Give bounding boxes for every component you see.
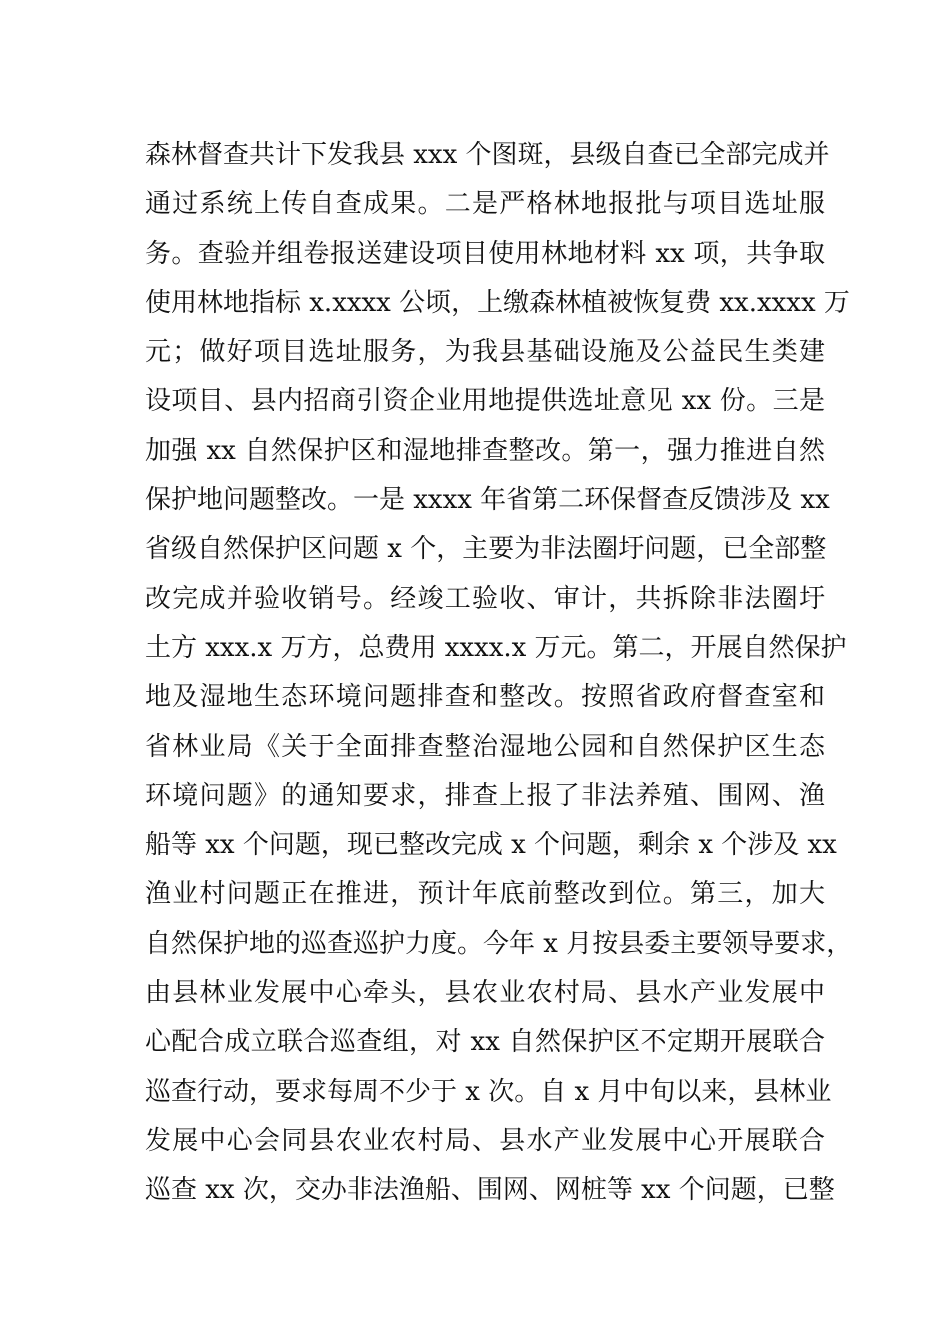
text-line-16: 渔业村问题正在推进，预计年底前整改到位。第三，加大 (145, 879, 825, 910)
text-line-4: 使用林地指标 x.xxxx 公顷，上缴森林植被恢复费 xx.xxxx 万 (145, 287, 850, 318)
text-line-7: 加强 xx 自然保护区和湿地排查整改。第一，强力推进自然 (145, 435, 825, 466)
text-line-11: 土方 xxx.x 万方，总费用 xxxx.x 万元。第二，开展自然保护 (145, 632, 847, 663)
text-line-18: 由县林业发展中心牵头，县农业农村局、县水产业发展中 (145, 978, 825, 1009)
text-line-5: 元；做好项目选址服务，为我县基础设施及公益民生类建 (145, 337, 825, 368)
text-line-17: 自然保护地的巡查巡护力度。今年 x 月按县委主要领导要求， (145, 928, 853, 959)
text-line-21: 发展中心会同县农业农村局、县水产业发展中心开展联合 (145, 1125, 825, 1156)
text-line-15: 船等 xx 个问题，现已整改完成 x 个问题，剩余 x 个涉及 xx (145, 830, 837, 861)
text-line-13: 省林业局《关于全面排查整治湿地公园和自然保护区生态 (145, 731, 825, 762)
text-line-8: 保护地问题整改。一是 xxxx 年省第二环保督查反馈涉及 xx (145, 485, 830, 516)
text-line-14: 环境问题》的通知要求，排查上报了非法养殖、围网、渔 (145, 780, 825, 811)
text-line-22: 巡查 xx 次，交办非法渔船、围网、网桩等 xx 个问题，已整 (145, 1175, 835, 1206)
text-line-12: 地及湿地生态环境问题排查和整改。按照省政府督查室和 (145, 682, 825, 713)
body-text (145, 131, 853, 1216)
text-line-2: 通过系统上传自查成果。二是严格林地报批与项目选址服 (145, 189, 825, 220)
text-line-10: 改完成并验收销号。经竣工验收、审计，共拆除非法圈圩 (145, 583, 825, 614)
text-line-20: 巡查行动，要求每周不少于 x 次。自 x 月中旬以来，县林业 (145, 1076, 832, 1107)
text-line-9: 省级自然保护区问题 x 个，主要为非法圈圩问题，已全部整 (145, 534, 827, 565)
text-line-6: 设项目、县内招商引资企业用地提供选址意见 xx 份。三是 (145, 386, 825, 417)
text-line-1: 森林督查共计下发我县 xxx 个图斑，县级自查已全部完成并 (145, 140, 830, 170)
text-line-19: 心配合成立联合巡查组，对 xx 自然保护区不定期开展联合 (145, 1027, 825, 1058)
text-line-3: 务。查验并组卷报送建设项目使用林地材料 xx 项，共争取 (145, 238, 825, 269)
